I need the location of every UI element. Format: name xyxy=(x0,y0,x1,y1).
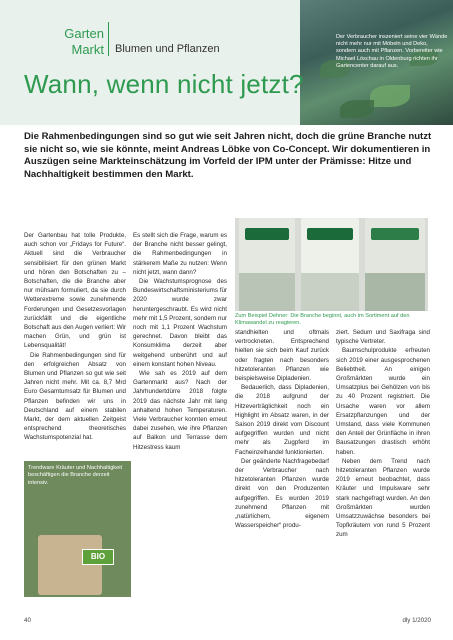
intro-paragraph: Die Rahmenbedingungen sind so gut wie seit Jahren nicht, doch die grüne Branche nutzt sie nicht so, wie sie könnte, meint Andreas Löbke von Co-Concept. Wir dokumentieren in Auszügen seine Markteinschätzung im Vorfeld der IPM unter der Prämisse: Hitze und Nachhaltigkeit bestimmen den Markt. xyxy=(24,131,432,180)
column-3 xyxy=(235,328,329,530)
paragraph: Die Rahmenbedingungen sind für den erfolgreichen Absatz von Blumen und Pflanzen so gut wie seit Jahren nicht mehr. Mit ca. 8,7 Mrd Euro Gesamtumsatz für Blumen und Pflanzen befinden wir uns in Deutschland auf einem stabilen Markt, der dem aktuellen Zeitgeist entsprechend theoretisches Wachstumspotenzial hat. xyxy=(24,351,126,442)
paragraph: Es stellt sich die Frage, warum es der Branche nicht besser gelingt, die Rahmenbedingungen in stärkerem Maße zu nutzen: Wenn nicht jetzt, wann dann? xyxy=(133,232,227,276)
column-4 xyxy=(336,328,430,540)
paragraph: Baumschulprodukte erfreuten sich 2019 einer ausgesprochenen Beliebtheit. An einigen Großmärkten wurde ein Umsatzplus bei Gehölzen von bis zu 40 Prozent registriert. Die Ursache waren vor allem Ersatzpflanzungen und der Umstand, dass viele Kommunen den Anteil der Grünfläche in ihren Bausatzungen drastisch erhöht haben. xyxy=(336,347,430,456)
photo-caption: Zum Beispiel Dehner: Die Branche beginnt, auch im Sortiment auf den Klimawandel zu reagieren. xyxy=(235,313,410,327)
brand-name: Garten Markt xyxy=(64,26,104,57)
column-1 xyxy=(24,231,126,443)
paragraph: Der geänderte Nachfragebedarf der Verbraucher nach hitzetoleranten Pflanzen wurde direkt von den Produzenten aufgegriffen. Es wurden 2019 zunehmend Pflanzen mit „natürlichem, eigenem Wasserspeicher“ produ- xyxy=(235,457,329,530)
page-number: 40 xyxy=(24,617,31,624)
bio-badge: BIO xyxy=(82,549,114,565)
hero-banner xyxy=(0,0,453,125)
page-headline: Wann, wenn nicht jetzt? xyxy=(24,69,304,99)
paragraph: Wie sah es 2019 auf dem Gartenmarkt aus? Nach der Jahrhundertdürre 2018 folgte 2019 das nächste Jahr mit lang anhaltend hohen Temperaturen. Viele Verbraucher konnten erneut dabei zusehen, wie ihre Pflanzen auf Balkon und Terrasse dem Hitzestress kaum xyxy=(133,370,227,451)
paragraph: Bedauerlich, dass Dipladenien, die 2018 aufgrund der Hitzeverträglichkeit noch ein Highlight im Absatz waren, in der Saison 2019 direkt vom Discount aufgegriffen wurden und nicht mehr als Zugpferd im Facheinzelhandel funktionierten. xyxy=(235,384,329,456)
herbs-caption: Trendware Kräuter und Nachhaltigkeit beschäftigen die Branche derzeit intensiv. xyxy=(28,465,123,486)
paragraph: Neben dem Trend nach hitzetoleranten Pflanzen wurde 2019 erneut beobachtet, dass Kräuter und Impulsware sehr stark nachgefragt wurden. An den Großmärkten wurden Umsatzzuwächse besonders bei Topfkräutern von rund 5 Prozent zum xyxy=(336,457,430,539)
hero-caption: Der Verbraucher inszeniert seine vier Wände nicht mehr nur mit Möbeln und Deko, sondern auch mit Pflanzen. Vorbereiter wie Michael Löschau in Oldenburg richten ihr Gartencenter darauf aus. xyxy=(336,34,448,69)
column-2 xyxy=(133,231,227,452)
section-label: Blumen und Pflanzen xyxy=(115,43,220,55)
product-photo xyxy=(235,218,428,311)
herbs-photo xyxy=(24,461,131,597)
paragraph: Die Wachstumsprognose des Bundeswirtschaftsministeriums für 2020 wurde zwar heruntergeschraubt. Es wird nicht mehr mit 1,5 Prozent, sondern nur noch mit 1,1 Prozent Wachstum gerechnet. Davon bleibt das Konsumklima derzeit aber weitgehend unberührt und auf einem konstant hohen Niveau. xyxy=(133,278,227,368)
herb-pot xyxy=(38,535,102,595)
brand-block xyxy=(0,0,220,58)
paragraph: ziert. Sedum und Saxifraga sind typische Vertreter. xyxy=(336,329,430,346)
paragraph: Der Gartenbau hat tolle Produkte, auch schon vor „Fridays for Future“. Aktuell sind die Verbraucher sensibilisiert für den grünen Markt und hören den Botschaften zu – Botschaften, die die Branche aber nur mühsam formuliert, da sie durch Wetterextreme sowie zunehmende Forderungen und Gesetzesvorlagen zurückfällt und die eigentliche Botschaft aus den Augen verliert: Wir machen Grün, und grün ist Lebensqualität! xyxy=(24,232,126,350)
issue-label: dly 1/2020 xyxy=(402,617,431,624)
paragraph: standhielten und oftmals vertrockneten. Entsprechend hielten sie sich beim Kauf zurück oder fragten nach besonders hitzetoleranten Pflanzen wie beispielsweise Dipladenien. xyxy=(235,329,329,383)
